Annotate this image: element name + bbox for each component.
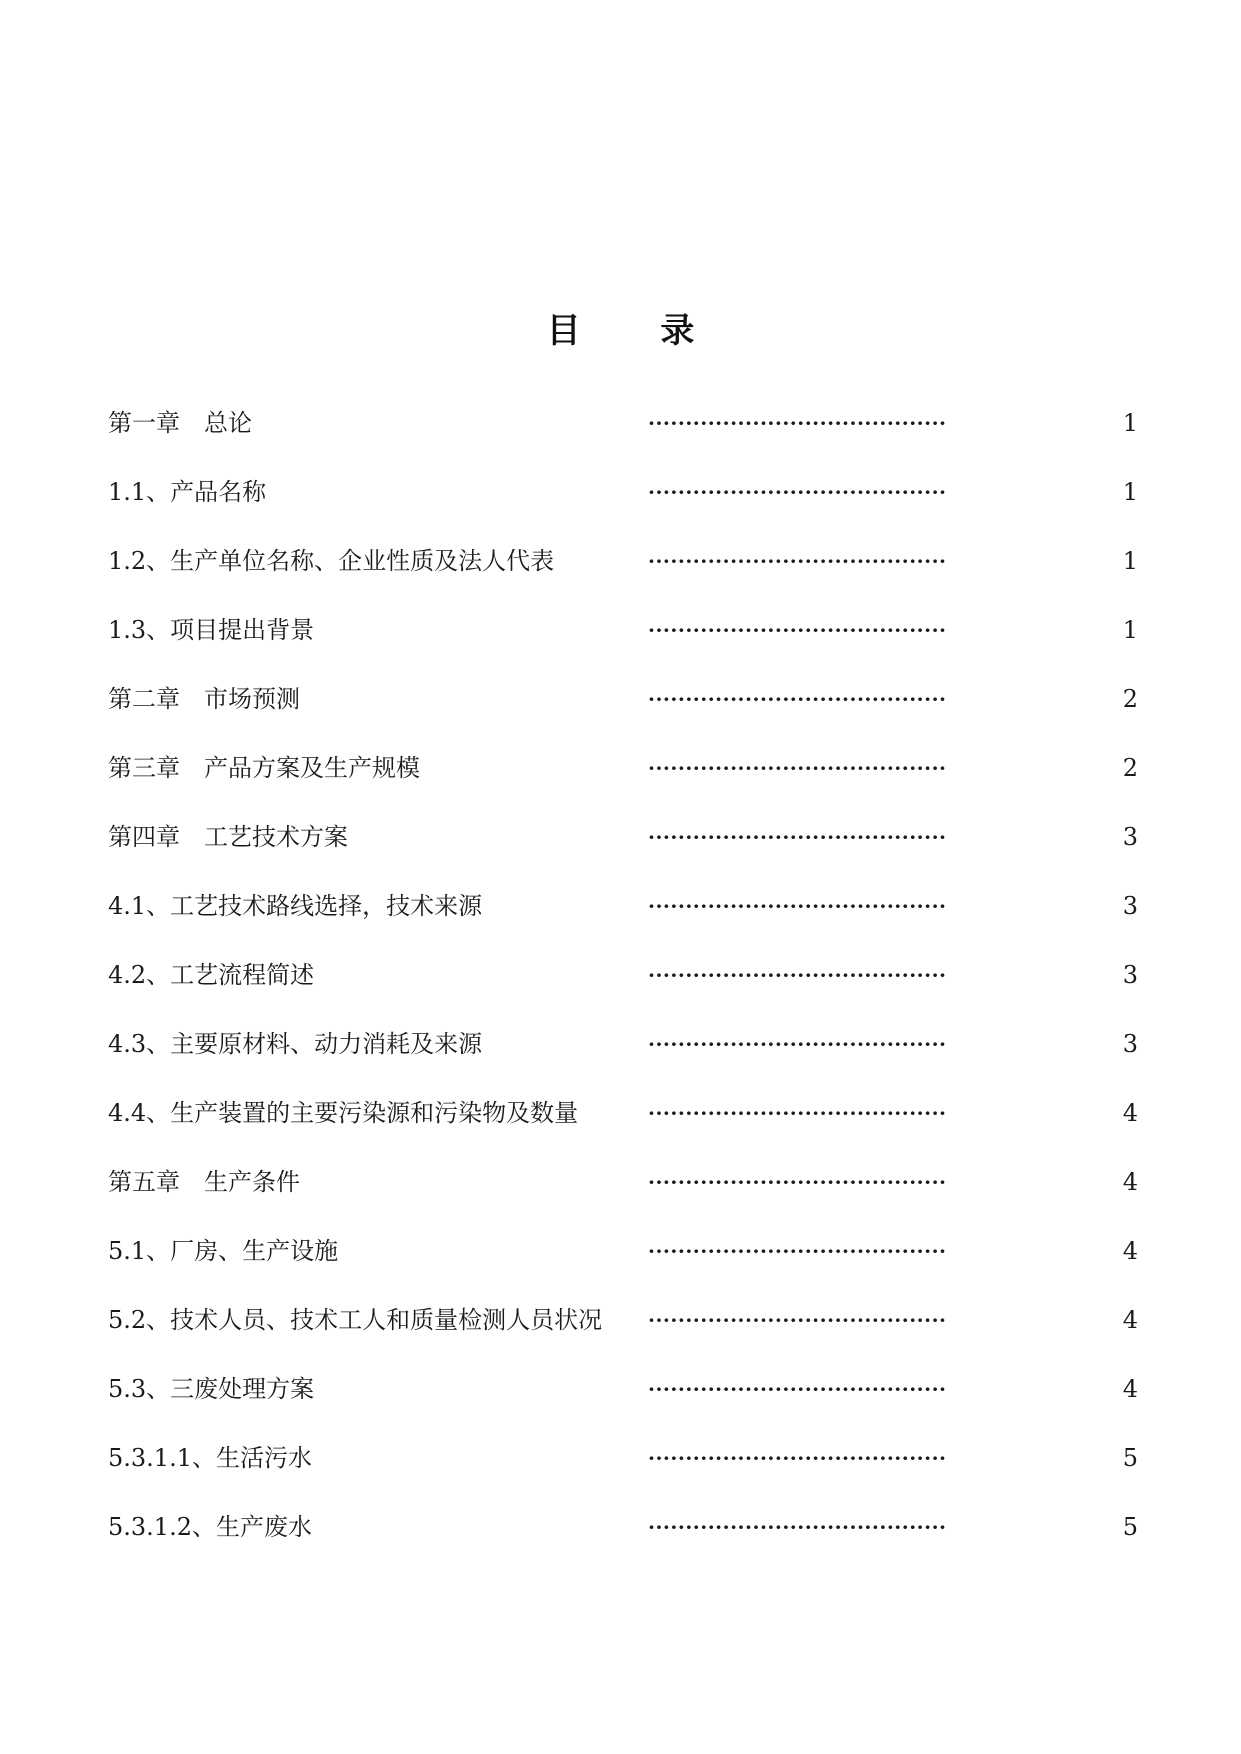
toc-leader-dots: ········································ [648,687,947,711]
toc-leader-dots: ········································ [648,1446,947,1470]
toc-entry[interactable] [108,536,1138,605]
toc-page-number: 4 [1122,1306,1138,1334]
toc-entry[interactable] [108,674,1138,743]
toc-entry[interactable] [108,950,1138,1019]
toc-leader-dots: ········································ [648,1515,947,1539]
toc-entry[interactable] [108,605,1138,674]
toc-entry-label: 第一章 总论 [108,409,252,437]
toc-entry-label: 第三章 产品方案及生产规模 [108,754,420,782]
toc-leader-dots: ········································ [648,1101,947,1125]
toc-page-number: 1 [1122,547,1138,575]
toc-page-number: 4 [1122,1237,1138,1265]
table-of-contents [108,398,1138,1571]
toc-leader-dots: ········································ [648,825,947,849]
toc-leader-dots: ········································ [648,480,947,504]
toc-page-number: 1 [1122,478,1138,506]
toc-entry-label: 5.1、厂房、生产设施 [108,1237,339,1265]
toc-leader-dots: ········································ [648,1170,947,1194]
toc-entry-label: 5.3、三废处理方案 [108,1375,315,1403]
toc-entry[interactable] [108,812,1138,881]
toc-entry-label: 第二章 市场预测 [108,685,300,713]
toc-entry[interactable] [108,1088,1138,1157]
toc-page-number: 4 [1122,1099,1138,1127]
toc-page-number: 1 [1122,616,1138,644]
toc-page-number: 5 [1122,1513,1138,1541]
toc-page-number: 2 [1122,754,1138,782]
toc-entry[interactable] [108,743,1138,812]
toc-leader-dots: ········································ [648,1377,947,1401]
toc-leader-dots: ········································ [648,756,947,780]
toc-entry-label: 5.2、技术人员、技术工人和质量检测人员状况 [108,1306,603,1334]
toc-entry-label: 1.3、项目提出背景 [108,616,315,644]
toc-leader-dots: ········································ [648,411,947,435]
toc-page-number: 5 [1122,1444,1138,1472]
toc-leader-dots: ········································ [648,1239,947,1263]
toc-page-number: 1 [1122,409,1138,437]
toc-leader-dots: ········································ [648,549,947,573]
toc-page-number: 3 [1122,892,1138,920]
toc-leader-dots: ········································ [648,1032,947,1056]
toc-page-number: 3 [1122,961,1138,989]
toc-entry-label: 4.4、生产装置的主要污染源和污染物及数量 [108,1099,579,1127]
toc-page-number: 4 [1122,1168,1138,1196]
toc-entry-label: 第四章 工艺技术方案 [108,823,348,851]
toc-entry-label: 第五章 生产条件 [108,1168,300,1196]
toc-entry[interactable] [108,881,1138,950]
toc-entry[interactable] [108,467,1138,536]
toc-entry-label: 4.3、主要原材料、动力消耗及来源 [108,1030,483,1058]
toc-entry[interactable] [108,1295,1138,1364]
toc-entry-label: 1.1、产品名称 [108,478,267,506]
toc-entry[interactable] [108,1364,1138,1433]
page-title: 目 录 [546,310,729,351]
toc-entry-label: 4.2、工艺流程简述 [108,961,315,989]
toc-page-number: 4 [1122,1375,1138,1403]
toc-page-number: 3 [1122,823,1138,851]
toc-entry-label: 1.2、生产单位名称、企业性质及法人代表 [108,547,555,575]
toc-entry[interactable] [108,1019,1138,1088]
toc-entry[interactable] [108,398,1138,467]
toc-entry[interactable] [108,1502,1138,1571]
toc-page-number: 2 [1122,685,1138,713]
toc-entry-label: 4.1、工艺技术路线选择，技术来源 [108,892,483,920]
toc-entry-label: 5.3.1.2、生产废水 [108,1513,312,1541]
toc-entry[interactable] [108,1157,1138,1226]
toc-entry[interactable] [108,1433,1138,1502]
toc-entry-label: 5.3.1.1、生活污水 [108,1444,312,1472]
toc-leader-dots: ········································ [648,618,947,642]
toc-entry[interactable] [108,1226,1138,1295]
toc-leader-dots: ········································ [648,894,947,918]
toc-leader-dots: ········································ [648,963,947,987]
toc-leader-dots: ········································ [648,1308,947,1332]
toc-page-number: 3 [1122,1030,1138,1058]
